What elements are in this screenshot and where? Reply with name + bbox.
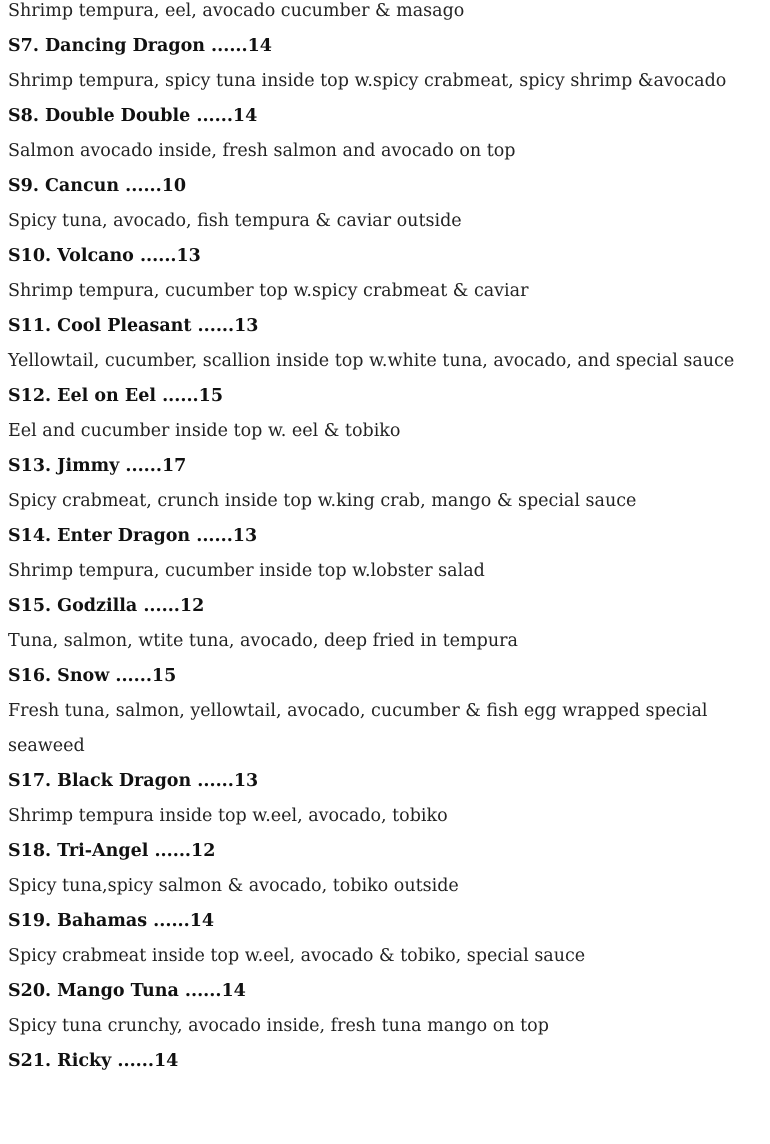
menu-item-title-s11: S11. Cool Pleasant ......13 <box>8 316 259 336</box>
menu-item-title-s20: S20. Mango Tuna ......14 <box>8 981 246 1001</box>
menu-item-description-s7: Shrimp tempura, spicy tuna inside top w.spicy crabmeat, spicy shrimp &avocado <box>8 71 727 91</box>
menu-item-title-s13: S13. Jimmy ......17 <box>8 456 187 476</box>
menu-item-description-s13: Spicy crabmeat, crunch inside top w.king crab, mango & special sauce <box>8 491 637 511</box>
menu-item-title-s17: S17. Black Dragon ......13 <box>8 771 259 791</box>
menu-item-description-s16: Fresh tuna, salmon, yellowtail, avocado, cucumber & fish egg wrapped special seaweed <box>8 701 708 756</box>
menu-item-description-s15: Tuna, salmon, wtite tuna, avocado, deep fried in tempura <box>8 631 518 651</box>
menu-item-description-s19: Spicy crabmeat inside top w.eel, avocado & tobiko, special sauce <box>8 946 586 966</box>
menu-item-description-s14: Shrimp tempura, cucumber inside top w.lobster salad <box>8 561 485 581</box>
menu-item-title-s19: S19. Bahamas ......14 <box>8 911 215 931</box>
menu-item-title-s8: S8. Double Double ......14 <box>8 106 258 126</box>
menu-item-description-s12: Eel and cucumber inside top w. eel & tobiko <box>8 421 401 441</box>
menu-item-description-s17: Shrimp tempura inside top w.eel, avocado, tobiko <box>8 806 448 826</box>
menu-item-title-s15: S15. Godzilla ......12 <box>8 596 205 616</box>
menu-item-title-s9: S9. Cancun ......10 <box>8 176 187 196</box>
menu-item-title-s16: S16. Snow ......15 <box>8 666 177 686</box>
menu-item-description-s11: Yellowtail, cucumber, scallion inside top w.white tuna, avocado, and special sauce <box>8 351 735 371</box>
menu-item-description-s10: Shrimp tempura, cucumber top w.spicy crabmeat & caviar <box>8 281 529 301</box>
menu-item-description-s18: Spicy tuna,spicy salmon & avocado, tobiko outside <box>8 876 459 896</box>
menu-item-title-s21: S21. Ricky ......14 <box>8 1051 179 1071</box>
menu-item-title-s14: S14. Enter Dragon ......13 <box>8 526 258 546</box>
menu-item-title-s10: S10. Volcano ......13 <box>8 246 201 266</box>
menu-item-title-s12: S12. Eel on Eel ......15 <box>8 386 223 406</box>
menu-item-description-s8: Salmon avocado inside, fresh salmon and avocado on top <box>8 141 516 161</box>
lead-item-description: Shrimp tempura, eel, avocado cucumber & masago <box>8 1 465 21</box>
menu-item-title-s7: S7. Dancing Dragon ......14 <box>8 36 272 56</box>
sushi-roll-menu <box>8 0 760 1079</box>
menu-item-description-s9: Spicy tuna, avocado, fish tempura & caviar outside <box>8 211 462 231</box>
menu-item-title-s18: S18. Tri-Angel ......12 <box>8 841 216 861</box>
menu-item-description-s20: Spicy tuna crunchy, avocado inside, fresh tuna mango on top <box>8 1016 549 1036</box>
